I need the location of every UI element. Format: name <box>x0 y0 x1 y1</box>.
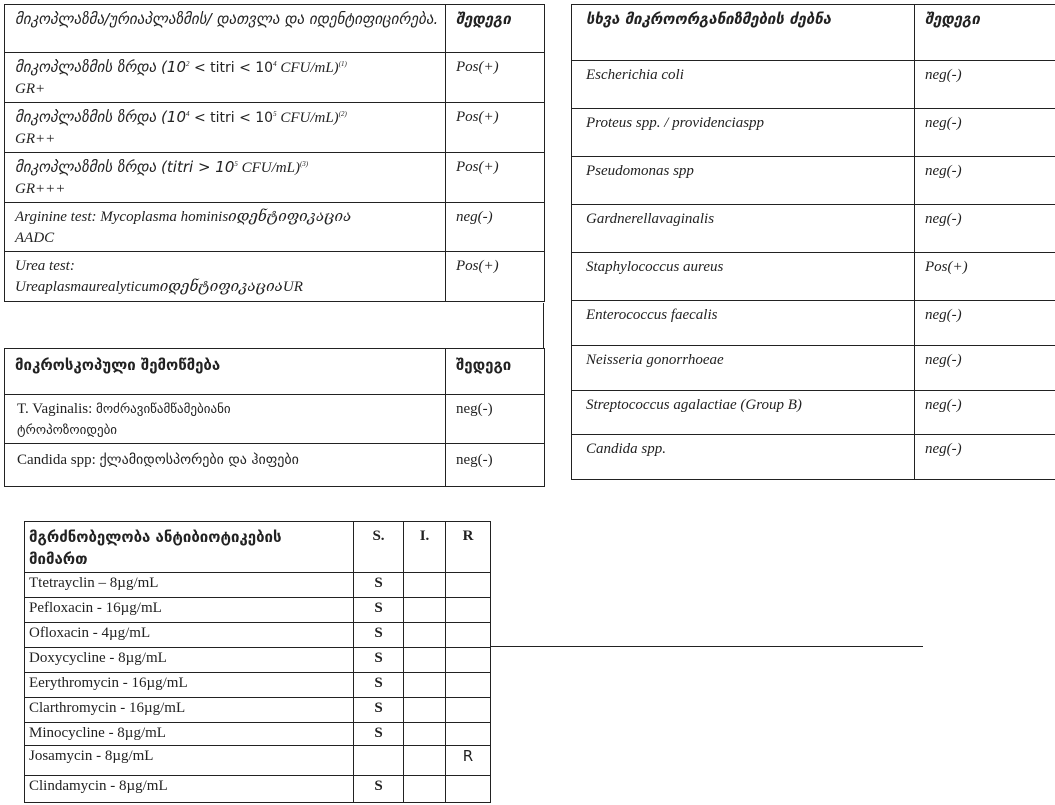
value-i <box>404 698 446 723</box>
mycoplasma-row-label <box>5 53 446 103</box>
organism-result: neg(-) <box>915 301 1055 346</box>
value-s: S <box>354 698 404 723</box>
row-grade: GR+++ <box>15 181 66 197</box>
horizontal-rule <box>490 646 923 647</box>
other-row <box>572 253 1055 301</box>
superscript: (1) <box>338 60 347 68</box>
antibiotic-row <box>25 776 491 803</box>
other-row <box>572 61 1055 109</box>
mycoplasma-header-row <box>5 5 545 53</box>
value-i <box>404 776 446 803</box>
superscript: 2 <box>186 60 190 68</box>
organism-name: Candida spp. <box>572 435 915 480</box>
header-i: I. <box>404 522 446 573</box>
antibiotic-row <box>25 623 491 648</box>
arginine-row <box>5 203 545 252</box>
organism-name: Escherichia coli <box>572 61 915 109</box>
value-s: S <box>354 598 404 623</box>
antibiotic-name: Minocycline - 8µg/mL <box>25 723 354 746</box>
other-header-title: სხვა მიკროორგანიზმების ძებნა <box>572 5 915 61</box>
antibiotic-name: Josamycin - 8µg/mL <box>25 746 354 776</box>
mycoplasma-table <box>4 4 545 302</box>
antibiotic-row <box>25 598 491 623</box>
antibiotic-name: Ttetrayclin – 8µg/mL <box>25 573 354 598</box>
row-text: მიკოპლაზმის ზრდა (titri > 10 <box>15 158 235 176</box>
urea-line1: Urea test: <box>15 258 75 274</box>
superscript: 4 <box>186 110 190 118</box>
other-microorganisms-table <box>571 4 1055 480</box>
antibiotic-table <box>24 521 491 803</box>
mycoplasma-row-label <box>5 103 446 153</box>
superscript: 5 <box>273 110 277 118</box>
value-s: S <box>354 623 404 648</box>
antibiotic-name: Clarthromycin - 16µg/mL <box>25 698 354 723</box>
microscopy-finding-line2: ტროპოზოიდები <box>17 423 118 438</box>
other-header-row <box>572 5 1055 61</box>
other-row <box>572 301 1055 346</box>
value-i <box>404 598 446 623</box>
urea-line2: UreaplasmaurealyticumიდენტიფიკაციაUR <box>15 279 303 295</box>
organism-name: Staphylococcus aureus <box>572 253 915 301</box>
mycoplasma-header-title: მიკოპლაზმა/ურიაპლაზმის/ დათვლა და იდენტიფიცირება. <box>5 5 446 53</box>
antibiotic-name: Pefloxacin - 16µg/mL <box>25 598 354 623</box>
other-row <box>572 435 1055 480</box>
row-grade: GR++ <box>15 131 56 147</box>
organism-result: neg(-) <box>915 61 1055 109</box>
other-row <box>572 157 1055 205</box>
organism-name: Pseudomonas spp <box>572 157 915 205</box>
value-r <box>446 698 491 723</box>
value-i <box>404 648 446 673</box>
arginine-line2: AADC <box>15 230 55 246</box>
arginine-result: neg(-) <box>446 203 545 252</box>
value-i <box>404 673 446 698</box>
row-text: < titri < 10 <box>189 60 274 76</box>
header-s: S. <box>354 522 404 573</box>
other-header-result: შედეგი <box>915 5 1055 61</box>
superscript: (3) <box>299 160 309 168</box>
antibiotic-header-line2: მიმართ <box>29 550 88 568</box>
urea-label <box>5 252 446 302</box>
organism-result: neg(-) <box>915 205 1055 253</box>
microscopy-row-2 <box>5 444 545 487</box>
antibiotic-row <box>25 746 491 776</box>
mycoplasma-row-label <box>5 153 446 203</box>
mycoplasma-row-1 <box>5 53 545 103</box>
value-r <box>446 673 491 698</box>
microscopy-finding: მოძრავიწამწამებიანი <box>96 402 231 417</box>
organism-result: neg(-) <box>915 435 1055 480</box>
row-text: მიკოპლაზმის ზრდა (10 <box>15 58 186 76</box>
other-row <box>572 391 1055 435</box>
superscript: (2) <box>338 110 347 118</box>
organism-result: neg(-) <box>915 157 1055 205</box>
urea-row <box>5 252 545 302</box>
mycoplasma-header-result: შედეგი <box>446 5 545 53</box>
row-grade: GR+ <box>15 81 46 97</box>
row-text: CFU/mL) <box>276 60 339 76</box>
antibiotic-header-row <box>25 522 491 573</box>
microscopy-row-1 <box>5 395 545 444</box>
organism-result: neg(-) <box>915 391 1055 435</box>
microscopy-row-result: neg(-) <box>446 444 545 487</box>
antibiotic-row <box>25 698 491 723</box>
microscopy-row-result: neg(-) <box>446 395 545 444</box>
antibiotic-row <box>25 673 491 698</box>
row-text: CFU/mL) <box>276 110 339 126</box>
microscopy-header-row <box>5 349 545 395</box>
superscript: 4 <box>273 60 277 68</box>
antibiotic-row <box>25 648 491 673</box>
superscript: 5 <box>234 160 238 168</box>
antibiotic-row <box>25 573 491 598</box>
organism-name: Streptococcus agalactiae (Group B) <box>572 391 915 435</box>
organism-name: Proteus spp. / providenciaspp <box>572 109 915 157</box>
organism-name: Neisseria gonorrhoeae <box>572 346 915 391</box>
urea-result: Pos(+) <box>446 252 545 302</box>
microscopy-header-result: შედეგი <box>446 349 545 395</box>
value-s: S <box>354 776 404 803</box>
value-s: S <box>354 648 404 673</box>
other-row <box>572 205 1055 253</box>
organism-name: Candida spp: <box>17 452 100 468</box>
value-i <box>404 573 446 598</box>
mycoplasma-row-result: Pos(+) <box>446 53 545 103</box>
mycoplasma-row-2 <box>5 103 545 153</box>
organism-name: T. Vaginalis: <box>17 401 97 417</box>
microscopy-header-title: მიკროსკოპული შემოწმება <box>5 349 446 395</box>
row-text: მიკოპლაზმის ზრდა (10 <box>15 108 186 126</box>
arginine-label <box>5 203 446 252</box>
organism-result: neg(-) <box>915 346 1055 391</box>
value-i <box>404 723 446 746</box>
organism-name: Gardnerellavaginalis <box>572 205 915 253</box>
microscopy-finding: ქლამიდოსპორები და ჰიფები <box>99 452 299 468</box>
mycoplasma-row-result: Pos(+) <box>446 103 545 153</box>
value-r <box>446 573 491 598</box>
organism-result: Pos(+) <box>915 253 1055 301</box>
antibiotic-header-line1: მგრძნობელობა ანტიბიოტიკების <box>29 528 282 546</box>
vertical-divider <box>543 303 544 349</box>
value-r <box>446 648 491 673</box>
value-r <box>446 723 491 746</box>
row-text: < titri < 10 <box>189 110 274 126</box>
value-s: S <box>354 673 404 698</box>
antibiotic-name: Ofloxacin - 4µg/mL <box>25 623 354 648</box>
value-i <box>404 623 446 648</box>
antibiotic-header-title <box>25 522 354 573</box>
other-row <box>572 109 1055 157</box>
value-i <box>404 746 446 776</box>
microscopy-table <box>4 348 545 487</box>
value-r <box>446 776 491 803</box>
value-s: S <box>354 573 404 598</box>
organism-name: Enterococcus faecalis <box>572 301 915 346</box>
value-r <box>446 623 491 648</box>
antibiotic-name: Doxycycline - 8µg/mL <box>25 648 354 673</box>
antibiotic-name: Clindamycin - 8µg/mL <box>25 776 354 803</box>
value-r: R <box>446 746 491 776</box>
row-text: CFU/mL) <box>237 160 300 176</box>
mycoplasma-row-result: Pos(+) <box>446 153 545 203</box>
antibiotic-name: Eerythromycin - 16µg/mL <box>25 673 354 698</box>
antibiotic-row <box>25 723 491 746</box>
header-r: R <box>446 522 491 573</box>
arginine-line1: Arginine test: Mycoplasma hominisიდენტიფიკაცია <box>15 209 352 225</box>
mycoplasma-row-3 <box>5 153 545 203</box>
value-s <box>354 746 404 776</box>
organism-result: neg(-) <box>915 109 1055 157</box>
value-s: S <box>354 723 404 746</box>
value-r <box>446 598 491 623</box>
other-row <box>572 346 1055 391</box>
microscopy-row-label <box>5 395 446 444</box>
microscopy-row-label <box>5 444 446 487</box>
